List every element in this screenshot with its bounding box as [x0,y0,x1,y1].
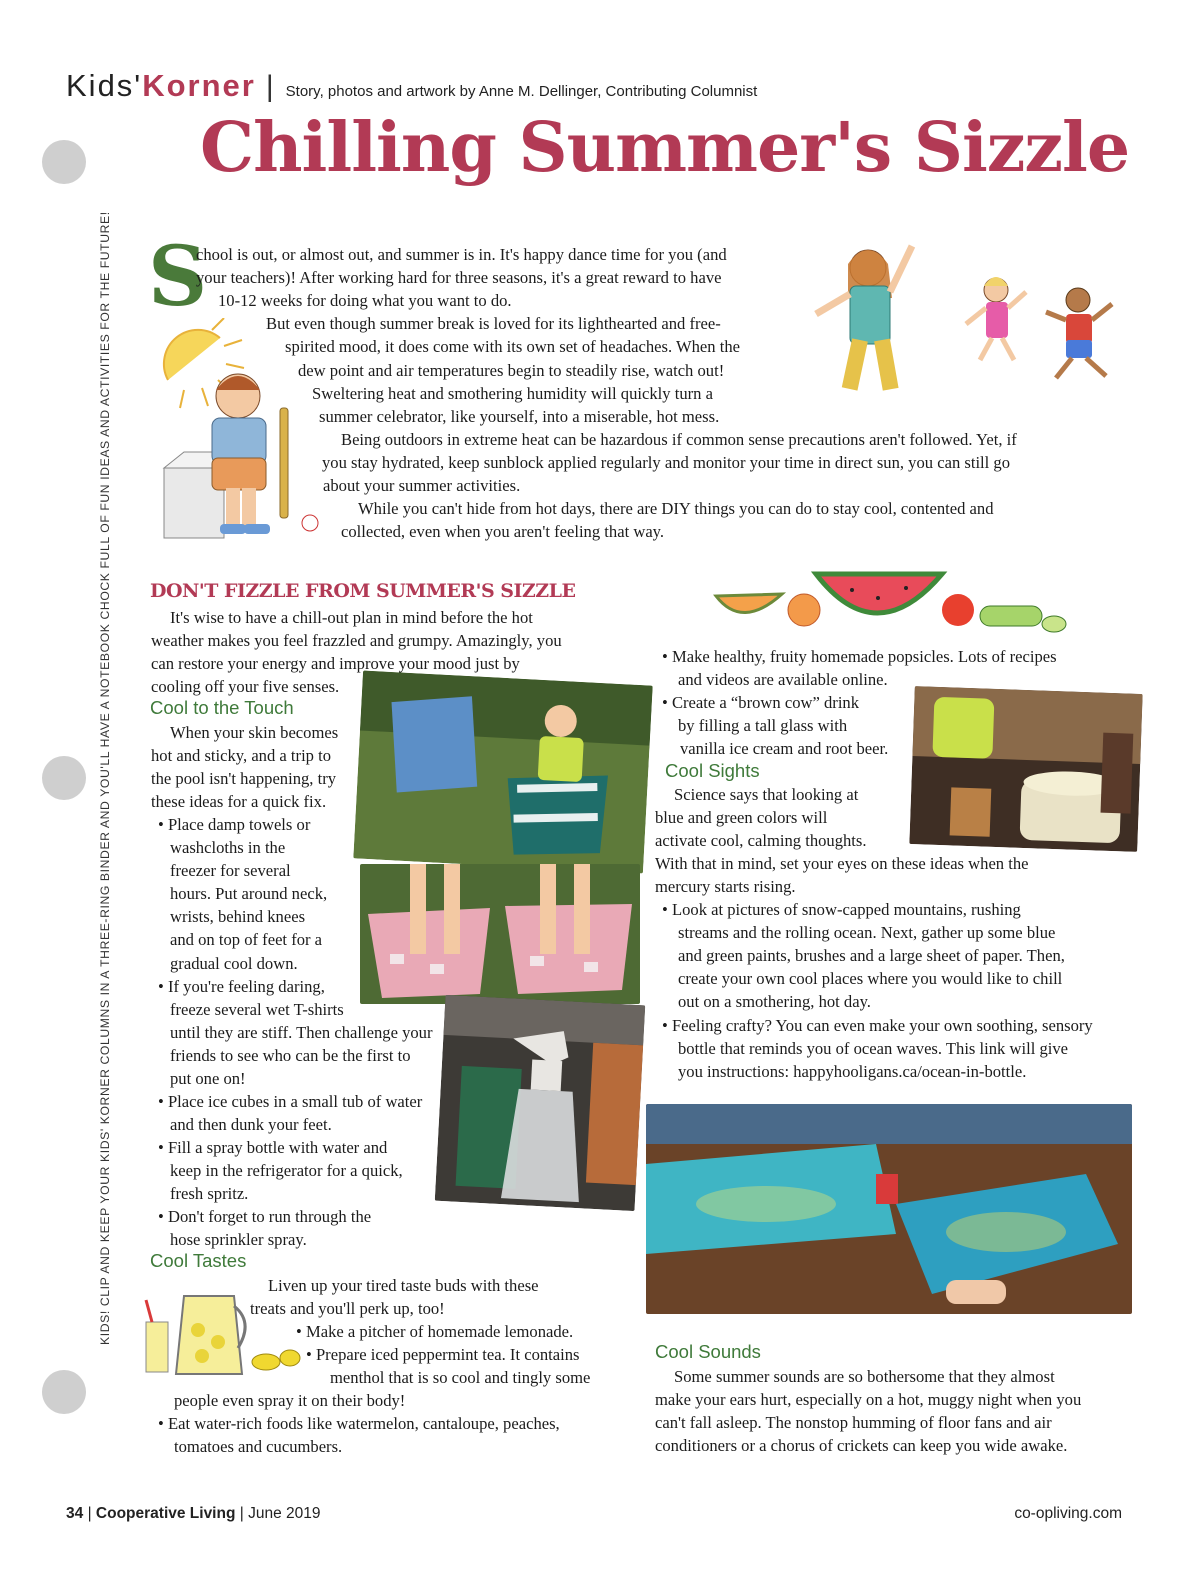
text-line: • Place damp towels or [158,815,311,835]
text-line: put one on! [170,1068,246,1088]
text-line: While you can't hide from hot days, there are DIY things you can do to stay cool, contented and [358,499,994,519]
text-line: these ideas for a quick fix. [151,792,327,812]
text-line: you stay hydrated, keep sunblock applied regularly and monitor your time in direct sun, you can still go [322,452,1011,472]
text-line: • Prepare iced peppermint tea. It contains [306,1345,580,1364]
illustration-dancing-people [788,228,1133,408]
photo-frozen-tshirts [353,671,652,874]
text-line: wrists, behind knees [170,907,306,927]
text-line: activate cool, calming thoughts. [655,831,867,851]
header-separator: | [265,70,274,103]
text-line: the pool isn't happening, try [151,769,337,789]
illustration-lemonade [142,1282,302,1378]
photo-feet-in-ice-tubs [360,864,640,1004]
photo-spray-bottle [435,995,646,1211]
binder-hole-top [42,140,86,184]
text-line: • Place ice cubes in a small tub of water [158,1091,423,1111]
text-line: freeze several wet T-shirts [170,999,344,1019]
header-korner: Korner [142,68,256,103]
article-title: Chilling Summer's Sizzle [200,108,1130,188]
text-line: conditioners or a chorus of crickets can keep you wide awake. [655,1436,1068,1455]
photo-brown-cow-drink [909,686,1142,852]
text-line: about your summer activities. [323,476,521,495]
text-line: create your own cool places where you would like to chill [678,969,1063,989]
text-line: • Eat water-rich foods like watermelon, cantaloupe, peaches, [158,1414,560,1433]
text-line: gradual cool down. [170,953,298,973]
text-line: your teachers)! After working hard for three seasons, it's a great reward to have [196,268,722,288]
footer-separator-2: | [239,1505,244,1522]
text-line: • Make healthy, fruity homemade popsicles. Lots of recipes [662,647,1057,666]
text-line: hose sprinkler spray. [170,1230,307,1250]
text-line: Liven up your tired taste buds with these [268,1276,539,1295]
text-line: • Look at pictures of snow-capped mountains, rushing [662,900,1021,920]
binder-hole-middle [42,756,86,800]
photo-ocean-bottles [646,1104,1132,1314]
text-line: summer celebrator, like yourself, into a miserable, hot mess. [319,406,720,426]
footer-page-number: 34 [66,1505,84,1522]
footer-issue: June 2019 [248,1505,321,1522]
text-line: hot and sticky, and a trip to [151,746,332,766]
text-line: can restore your energy and improve your mood just by [151,654,520,673]
text-line: With that in mind, set your eyes on these ideas when the [655,854,1029,874]
text-line: • Fill a spray bottle with water and [158,1137,388,1157]
text-line: tomatoes and cucumbers. [174,1437,343,1456]
footer-page-info [66,1505,321,1523]
text-line: Sweltering heat and smothering humidity will quickly turn a [312,383,713,403]
text-line: It's wise to have a chill-out plan in mind before the hot [170,608,533,627]
text-line: make your ears hurt, especially on a hot, muggy night when you [655,1390,1082,1409]
text-line: streams and the rolling ocean. Next, gather up some blue [678,923,1056,943]
text-line: fresh spritz. [170,1184,249,1203]
text-line: and green paints, brushes and a large sheet of paper. Then, [678,946,1065,966]
text-line: But even though summer break is loved for its lighthearted and free- [266,314,721,334]
header-kids: Kids' [66,68,143,103]
text-line: chool is out, or almost out, and summer is in. It's happy dance time for you (and [196,245,727,264]
text-line: • Create a “brown cow” drink [662,693,860,712]
text-line: bottle that reminds you of ocean waves. This link will give [678,1038,1069,1058]
text-line: until they are stiff. Then challenge your [170,1022,433,1042]
text-line: dew point and air temperatures begin to steadily rise, watch out! [298,360,725,380]
text-line: out on a smothering, hot day. [678,992,871,1012]
text-line: and on top of feet for a [170,930,323,950]
sights-heading: Cool Sights [665,760,760,781]
footer-website: co-opliving.com [1014,1505,1122,1522]
text-line: blue and green colors will [655,808,828,828]
text-line: treats and you'll perk up, too! [250,1299,445,1318]
text-line: keep in the refrigerator for a quick, [170,1160,403,1180]
text-line: can't fall asleep. The nonstop humming of floor fans and air [655,1413,1052,1432]
text-line: • Don't forget to run through the [158,1207,372,1227]
text-line: washcloths in the [170,838,286,858]
text-line: and then dunk your feet. [170,1114,332,1134]
text-line: • Feeling crafty? You can even make your own soothing, sensory [662,1015,1093,1035]
footer-magazine: Cooperative Living [95,1505,236,1522]
text-line: • Make a pitcher of homemade lemonade. [296,1322,574,1341]
footer-separator-1: | [87,1505,92,1522]
tastes-heading: Cool Tastes [150,1250,247,1271]
text-line: Being outdoors in extreme heat can be hazardous if common sense precautions aren't followed. Yet, if [341,429,1017,449]
text-line: and videos are available online. [678,670,888,689]
drop-cap: S [148,229,208,325]
text-line: friends to see who can be the first to [170,1045,411,1065]
sounds-heading: Cool Sounds [655,1341,761,1362]
text-line: you instructions: happyhooligans.ca/ocean-in-bottle. [678,1061,1027,1081]
column-header [66,68,757,104]
touch-heading: Cool to the Touch [150,697,294,718]
text-line: mercury starts rising. [655,877,796,897]
header-byline: Story, photos and artwork by Anne M. Dellinger, Contributing Columnist [285,83,758,100]
text-line: When your skin becomes [170,723,339,742]
text-line: Some summer sounds are so bothersome that they almost [674,1367,1055,1386]
text-line: Science says that looking at [674,785,859,804]
text-line: collected, even when you aren't feeling that way. [341,522,665,542]
text-line: vanilla ice cream and root beer. [680,739,889,758]
text-line: spirited mood, it does come with its own set of headaches. When the [285,337,740,357]
text-line: 10-12 weeks for doing what you want to do. [218,291,512,311]
text-line: by filling a tall glass with [678,716,848,735]
text-line: cooling off your five senses. [151,677,340,696]
binder-hole-bottom [42,1370,86,1414]
text-line: hours. Put around neck, [170,884,328,904]
text-line: menthol that is so cool and tingly some [330,1368,591,1387]
illustration-fruits [712,566,1074,638]
text-line: freezer for several [170,861,291,881]
text-line: people even spray it on their body! [174,1391,406,1410]
illustration-hot-boy [150,318,330,548]
side-note: KIDS! CLIP AND KEEP YOUR KIDS' KORNER COLUMNS IN A THREE-RING BINDER AND YOU'LL HAVE A NOTEBOOK CHOCK FULL OF FUN IDEAS AND ACTIVITIES FOR THE FUTURE! [98,211,112,1345]
section-heading: DON'T FIZZLE FROM SUMMER'S SIZZLE [150,580,576,602]
text-line: • If you're feeling daring, [158,976,325,996]
text-line: weather makes you feel frazzled and grumpy. Amazingly, you [151,631,562,650]
